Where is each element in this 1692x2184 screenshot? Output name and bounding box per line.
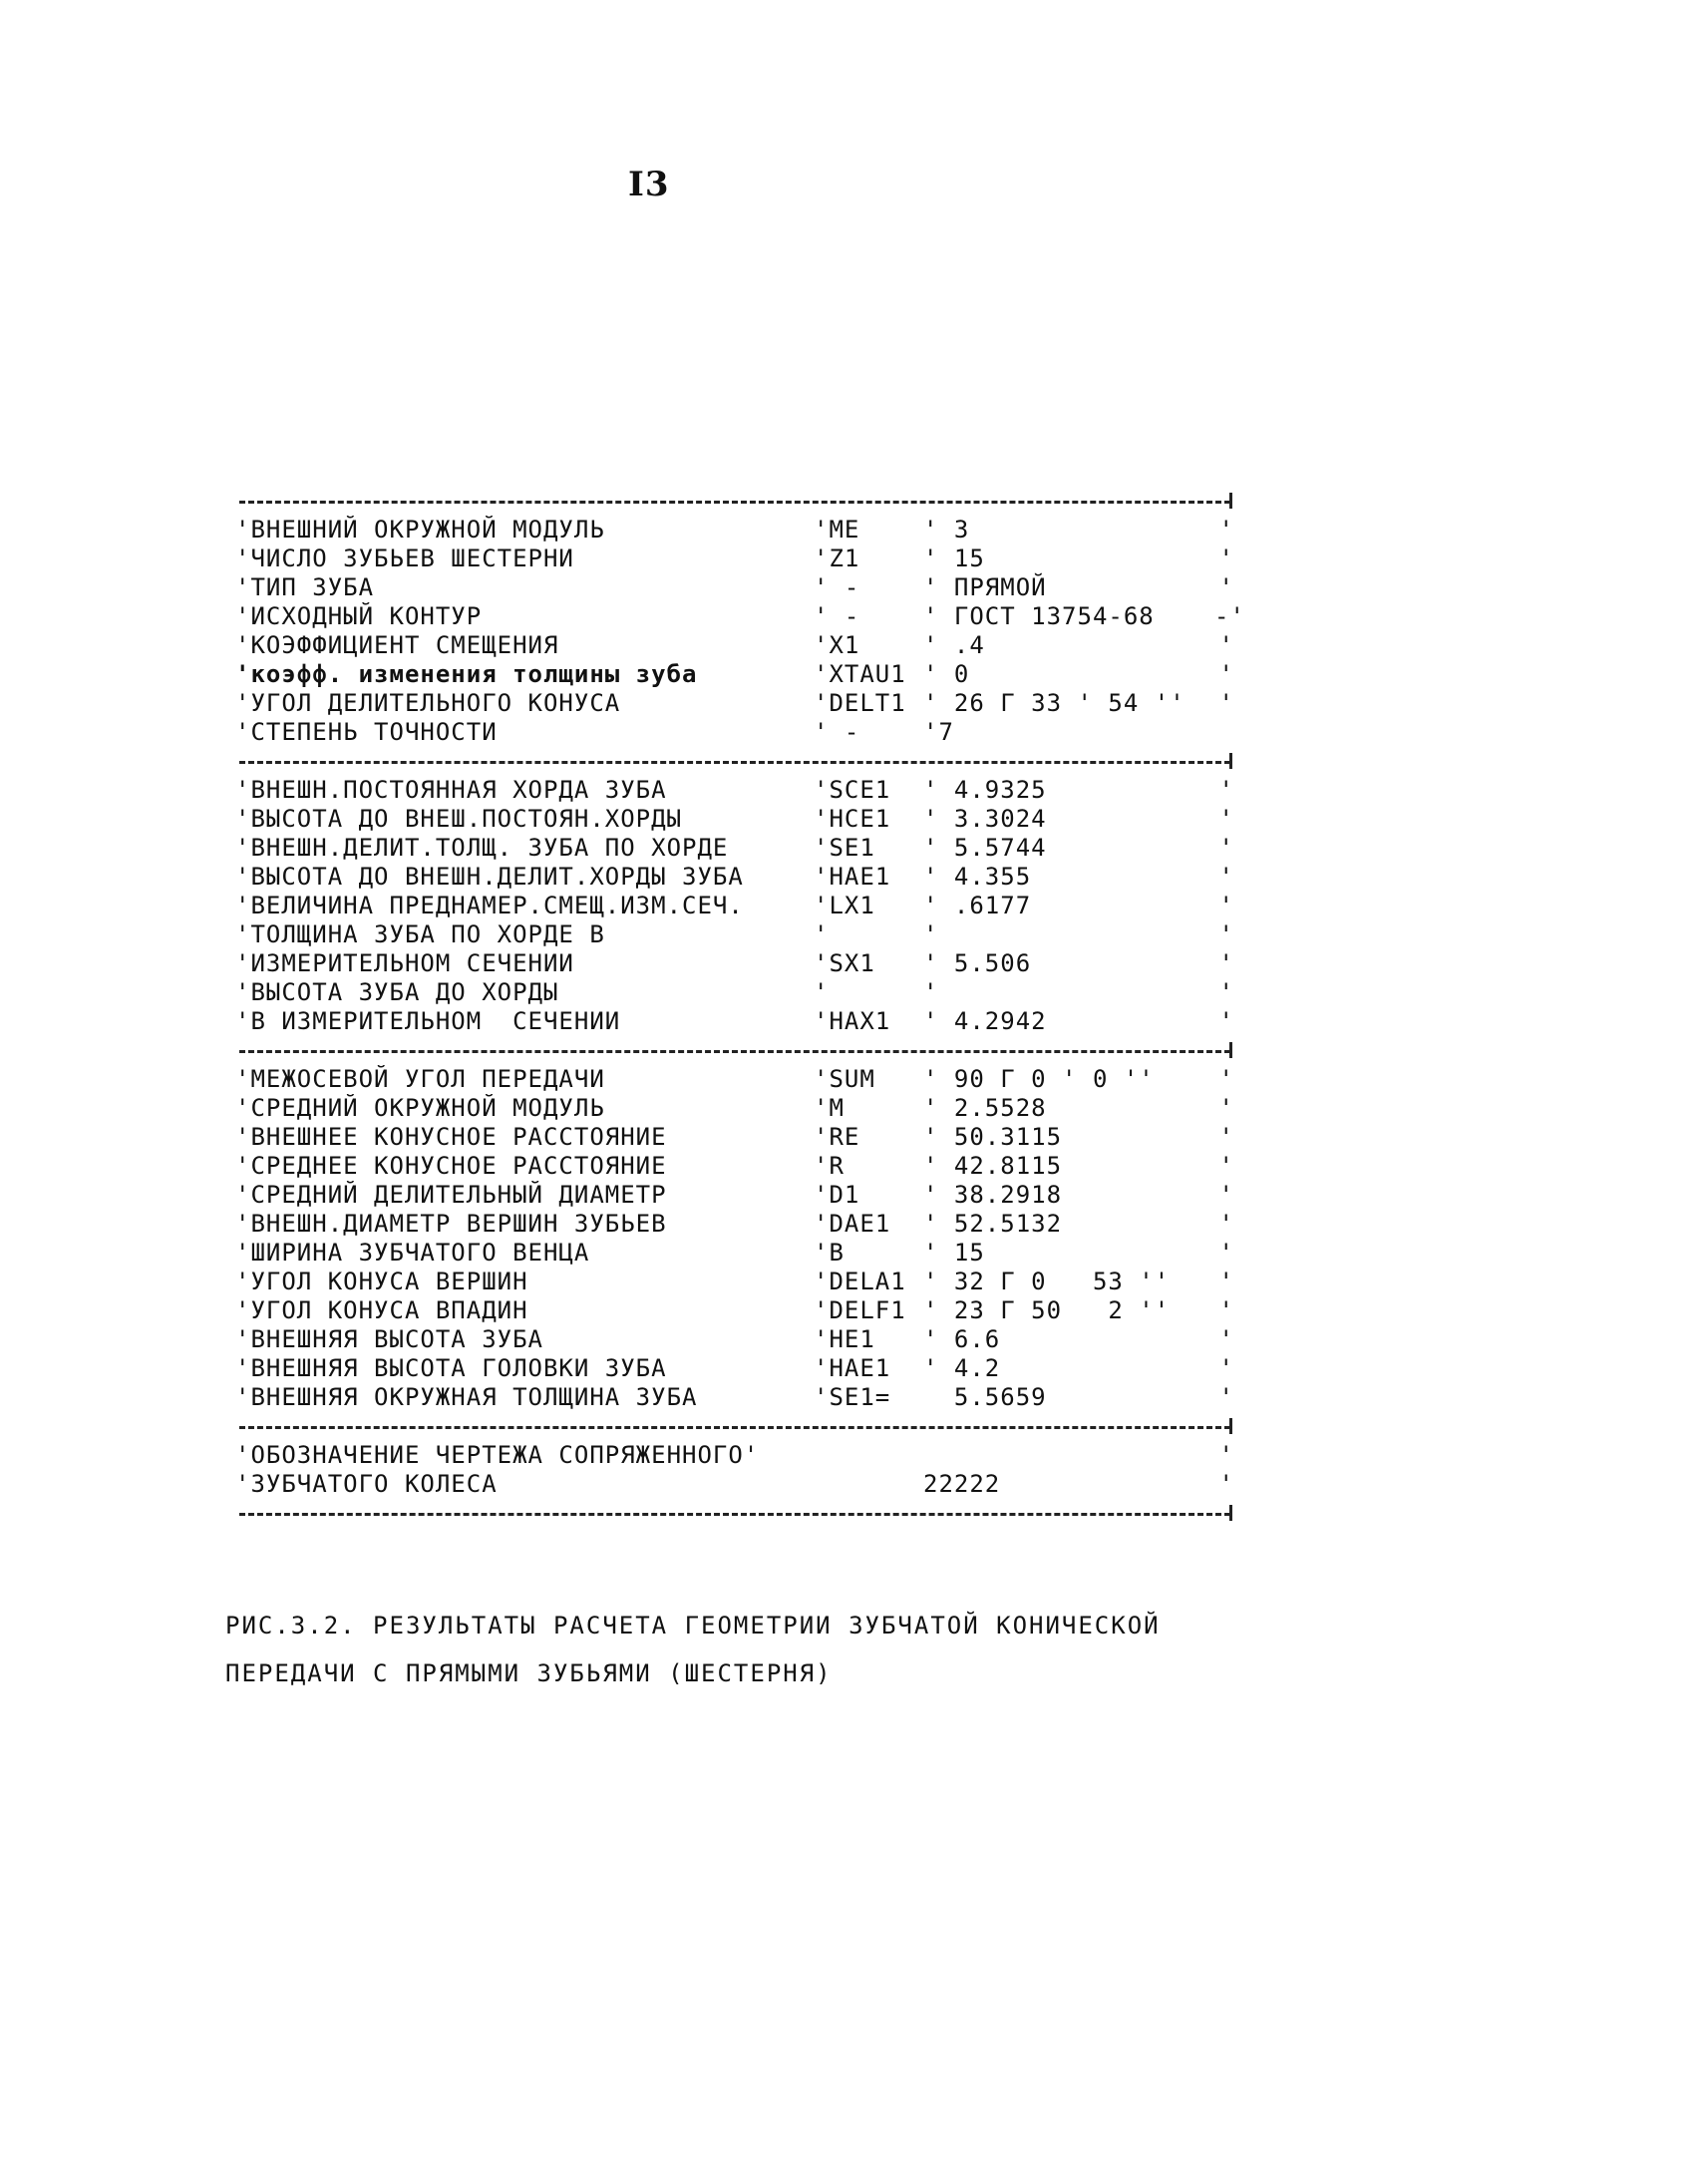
parameter-value: ' 38.2918 [923, 1181, 1063, 1209]
parameter-label: 'ШИРИНА ЗУБЧАТОГО ВЕНЦА [235, 1239, 590, 1267]
parameter-value: ' 32 Г 0 53 '' [923, 1268, 1171, 1295]
parameter-value: ' 4.2 [923, 1354, 1001, 1382]
drawing-number: 22222 [923, 1470, 1001, 1498]
parameter-row [235, 892, 1234, 920]
parameter-row [235, 602, 1245, 631]
row-edge: ' [1218, 863, 1234, 891]
parameter-row [235, 631, 1234, 660]
parameter-row [235, 978, 1234, 1007]
parameter-value: ' 5.506 [923, 949, 1032, 977]
parameter-label: 'УГОЛ КОНУСА ВПАДИН [235, 1296, 528, 1324]
row-edge: ' [1218, 631, 1234, 659]
parameter-label: 'ВЕЛИЧИНА ПРЕДНАМЕР.СМЕЩ.ИЗМ.СЕЧ. [235, 892, 744, 919]
parameter-row [235, 573, 1234, 602]
parameter-value: ' 90 Г 0 ' 0 '' [923, 1065, 1155, 1093]
notation-row [235, 1470, 1234, 1499]
parameter-symbol: ' [814, 920, 830, 948]
parameter-label: 'ВНЕШН.ДЕЛИТ.ТОЛЩ. ЗУБА ПО ХОРДЕ [235, 834, 729, 862]
mating-gear-notation [235, 1441, 1234, 1499]
parameter-row [235, 1094, 1234, 1123]
row-edge: ' [1218, 1325, 1234, 1353]
page-number: I3 [628, 165, 670, 204]
row-edge: ' [1218, 545, 1234, 572]
parameter-symbol: 'ME [814, 516, 860, 544]
parameter-value: ' 26 Г 33 ' 54 '' [923, 689, 1185, 717]
parameter-value: ' 3.3024 [923, 805, 1047, 833]
row-edge: ' [1218, 920, 1234, 948]
parameter-label: 'УГОЛ КОНУСА ВЕРШИН [235, 1268, 528, 1295]
caption-line: РИС.3.2. РЕЗУЛЬТАТЫ РАСЧЕТА ГЕОМЕТРИИ ЗУБЧАТОЙ КОНИЧЕСКОЙ [225, 1612, 1161, 1639]
parameter-label: 'УГОЛ ДЕЛИТЕЛЬНОГО КОНУСА [235, 689, 621, 717]
parameter-symbol: 'HAE1 [814, 863, 891, 891]
parameter-symbol: 'SX1 [814, 949, 875, 977]
parameter-symbol: 'D1 [814, 1181, 860, 1209]
parameter-value: ' [923, 978, 939, 1006]
parameter-label: 'ВНЕШНЯЯ ВЫСОТА ЗУБА [235, 1325, 543, 1353]
parameter-value: ' [923, 920, 939, 948]
parameter-row [235, 1239, 1234, 1268]
row-edge: ' [1218, 1007, 1234, 1035]
row-edge: ' [1218, 1441, 1234, 1469]
parameter-symbol: 'M [814, 1094, 845, 1122]
row-edge: ' [1218, 805, 1234, 833]
parameter-symbol: ' [814, 978, 830, 1006]
parameter-value: ' ГОСТ 13754-68 [923, 602, 1155, 630]
parameter-row [235, 516, 1234, 545]
parameter-label: 'ВНЕШНЯЯ ВЫСОТА ГОЛОВКИ ЗУБА [235, 1354, 667, 1382]
parameter-value: ' 2.5528 [923, 1094, 1047, 1122]
parameter-row [235, 834, 1234, 863]
parameter-label: 'СТЕПЕНЬ ТОЧНОСТИ [235, 718, 498, 746]
parameter-symbol: 'HAX1 [814, 1007, 891, 1035]
parameter-label: 'коэфф. изменения толщины зуба [235, 660, 698, 688]
parameter-symbol: 'X1 [814, 631, 860, 659]
parameter-symbol: 'LX1 [814, 892, 875, 919]
parameter-label: 'СРЕДНИЙ ДЕЛИТЕЛЬНЫЙ ДИАМЕТР [235, 1181, 667, 1209]
parameter-value: ' 15 [923, 545, 985, 572]
row-edge: -' [1214, 602, 1245, 630]
parameter-symbol: 'RE [814, 1123, 860, 1151]
parameter-label: 'В ИЗМЕРИТЕЛЬНОМ СЕЧЕНИИ [235, 1007, 621, 1035]
parameter-value: ' 3 [923, 516, 970, 544]
parameter-row [235, 949, 1234, 978]
parameter-label: 'ВНЕШНИЙ ОКРУЖНОЙ МОДУЛЬ [235, 516, 605, 544]
parameter-symbol: 'XTAU1 [814, 660, 906, 688]
notation-label: 'ЗУБЧАТОГО КОЛЕСА [235, 1470, 498, 1498]
parameter-symbol: 'R [814, 1152, 845, 1180]
row-edge: ' [1218, 1470, 1234, 1498]
geometry-section [235, 1065, 1234, 1412]
parameter-row [235, 1007, 1234, 1036]
row-edge: ' [1218, 1152, 1234, 1180]
parameter-row [235, 545, 1234, 573]
row-edge: ' [1218, 1094, 1234, 1122]
parameter-value: 5.5659 [923, 1383, 1047, 1411]
results-printout [235, 487, 1245, 1528]
parameter-symbol: ' - [814, 602, 860, 630]
parameter-value: ' 4.2942 [923, 1007, 1047, 1035]
parameter-symbol: 'HE1 [814, 1325, 875, 1353]
row-edge: ' [1218, 1239, 1234, 1267]
parameter-symbol: 'DELT1 [814, 689, 906, 717]
parameter-label: 'ВНЕШНЕЕ КОНУСНОЕ РАССТОЯНИЕ [235, 1123, 667, 1151]
parameter-value: ' 23 Г 50 2 '' [923, 1296, 1171, 1324]
separator-line [235, 747, 1234, 776]
parameter-label: 'ВНЕШНЯЯ ОКРУЖНАЯ ТОЛЩИНА ЗУБА [235, 1383, 698, 1411]
parameter-value: ' ПРЯМОЙ [923, 573, 1047, 601]
parameter-label: 'ВНЕШН.ПОСТОЯННАЯ ХОРДА ЗУБА [235, 776, 667, 804]
parameter-row [235, 1296, 1234, 1325]
parameter-symbol: 'SE1= [814, 1383, 891, 1411]
measurement-section [235, 776, 1234, 1036]
parameter-row [235, 1065, 1234, 1094]
parameter-row [235, 1354, 1234, 1383]
separator-line [235, 1499, 1234, 1528]
notation-row [235, 1441, 1234, 1470]
parameter-value: ' 4.355 [923, 863, 1032, 891]
parameter-value: ' 42.8115 [923, 1152, 1063, 1180]
parameter-label: 'ИСХОДНЫЙ КОНТУР [235, 602, 483, 630]
parameter-row [235, 1152, 1234, 1181]
parameter-value: ' 4.9325 [923, 776, 1047, 804]
parameter-label: 'ВЫСОТА ДО ВНЕШН.ДЕЛИТ.ХОРДЫ ЗУБА [235, 863, 744, 891]
parameter-symbol: ' - [814, 573, 860, 601]
row-edge: ' [1218, 978, 1234, 1006]
parameter-symbol: 'SE1 [814, 834, 875, 862]
parameter-label: 'ЧИСЛО ЗУБЬЕВ ШЕСТЕРНИ [235, 545, 574, 572]
parameter-value: ' 0 [923, 660, 970, 688]
parameter-label: 'СРЕДНИЙ ОКРУЖНОЙ МОДУЛЬ [235, 1094, 605, 1122]
parameter-row [235, 805, 1234, 834]
parameter-row [235, 1325, 1234, 1354]
parameter-row [235, 1268, 1234, 1296]
row-edge: ' [1218, 1296, 1234, 1324]
row-edge: ' [1218, 1123, 1234, 1151]
parameter-label: 'КОЭФФИЦИЕНТ СМЕЩЕНИЯ [235, 631, 559, 659]
parameter-row [235, 718, 1234, 747]
separator-line [235, 487, 1234, 516]
row-edge: ' [1218, 1354, 1234, 1382]
parameter-row [235, 1181, 1234, 1210]
row-edge: ' [1218, 1065, 1234, 1093]
parameter-value: ' 15 [923, 1239, 985, 1267]
figure-caption [225, 1602, 1282, 1697]
parameter-row [235, 920, 1234, 949]
parameter-label: 'ТОЛЩИНА ЗУБА ПО ХОРДЕ В [235, 920, 605, 948]
parameter-label: 'СРЕДНЕЕ КОНУСНОЕ РАССТОЯНИЕ [235, 1152, 667, 1180]
parameter-row [235, 1123, 1234, 1152]
parameter-label: 'ВНЕШН.ДИАМЕТР ВЕРШИН ЗУБЬЕВ [235, 1210, 667, 1238]
row-edge: ' [1218, 1210, 1234, 1238]
parameter-label: 'ВЫСОТА ЗУБА ДО ХОРДЫ [235, 978, 559, 1006]
parameter-symbol: 'Z1 [814, 545, 860, 572]
row-edge: ' [1218, 892, 1234, 919]
parameter-value: '7 [923, 718, 954, 746]
parameter-value: ' 5.5744 [923, 834, 1047, 862]
notation-label: 'ОБОЗНАЧЕНИЕ ЧЕРТЕЖА СОПРЯЖЕННОГО' [235, 1441, 760, 1469]
parameter-value: ' .4 [923, 631, 985, 659]
row-edge: ' [1218, 660, 1234, 688]
parameter-symbol: 'DAE1 [814, 1210, 891, 1238]
row-edge: ' [1218, 516, 1234, 544]
parameter-symbol: 'B [814, 1239, 845, 1267]
parameter-symbol: 'DELF1 [814, 1296, 906, 1324]
parameter-symbol: 'SUM [814, 1065, 875, 1093]
parameter-row [235, 660, 1234, 689]
parameter-row [235, 1383, 1234, 1412]
parameter-symbol: 'DELA1 [814, 1268, 906, 1295]
row-edge: ' [1218, 776, 1234, 804]
row-edge: ' [1218, 834, 1234, 862]
parameter-label: 'МЕЖОСЕВОЙ УГОЛ ПЕРЕДАЧИ [235, 1065, 605, 1093]
caption-line: ПЕРЕДАЧИ С ПРЯМЫМИ ЗУБЬЯМИ (ШЕСТЕРНЯ) [225, 1659, 833, 1687]
row-edge: ' [1218, 1268, 1234, 1295]
parameter-value: ' .6177 [923, 892, 1032, 919]
parameter-symbol: 'SCE1 [814, 776, 891, 804]
separator-line [235, 1036, 1234, 1065]
parameter-symbol: ' - [814, 718, 860, 746]
parameter-symbol: 'HAE1 [814, 1354, 891, 1382]
row-edge: ' [1218, 1181, 1234, 1209]
parameter-row [235, 776, 1234, 805]
parameter-value: ' 50.3115 [923, 1123, 1063, 1151]
input-parameters-section [235, 516, 1245, 747]
parameter-symbol: 'HCE1 [814, 805, 891, 833]
row-edge: ' [1218, 949, 1234, 977]
parameter-label: 'ВЫСОТА ДО ВНЕШ.ПОСТОЯН.ХОРДЫ [235, 805, 683, 833]
parameter-label: 'ИЗМЕРИТЕЛЬНОМ СЕЧЕНИИ [235, 949, 574, 977]
parameter-value: ' 6.6 [923, 1325, 1001, 1353]
parameter-value: ' 52.5132 [923, 1210, 1063, 1238]
separator-line [235, 1412, 1234, 1441]
parameter-row [235, 1210, 1234, 1239]
row-edge: ' [1218, 689, 1234, 717]
row-edge: ' [1218, 1383, 1234, 1411]
parameter-row [235, 689, 1234, 718]
parameter-row [235, 863, 1234, 892]
parameter-label: 'ТИП ЗУБА [235, 573, 375, 601]
row-edge: ' [1218, 573, 1234, 601]
